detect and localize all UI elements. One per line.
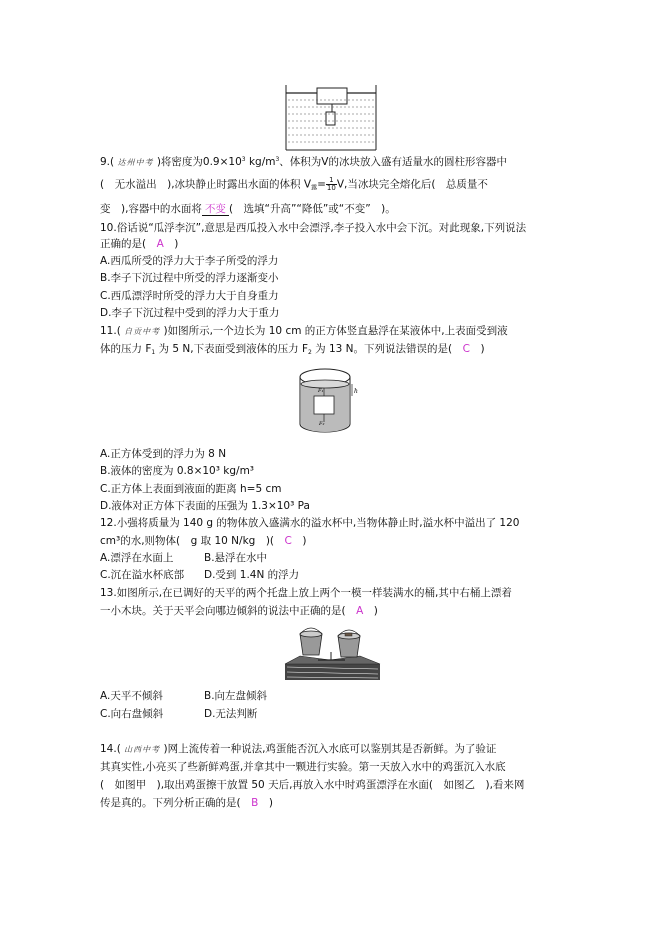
q10-option-d: D.李子下沉过程中受到的浮力大于重力 <box>100 307 280 319</box>
fig-label-f1: F₁ <box>318 388 324 394</box>
figure-cylinder-cube <box>0 362 661 462</box>
q14-line1: 14.( 山西中考 )网上流传着一种说法,鸡蛋能否沉入水底可以鉴别其是否新鲜。为了验证 <box>100 743 497 755</box>
q10-option-c: C.西瓜漂浮时所受的浮力大于自身重力 <box>100 290 279 302</box>
figure-balance-buckets <box>0 622 661 692</box>
q13-option-c: C.向右盘倾斜 <box>100 708 164 720</box>
q10-line2: 正确的是( A ) <box>100 238 179 250</box>
q13-options-row1 <box>100 690 267 703</box>
q12-line2: cm³的水,则物体( g 取 10 N/kg )( C ) <box>100 535 307 547</box>
q12-line1: 12.小强将质量为 140 g 的物体放入盛满水的溢水杯中,当物体静止时,溢水杯中溢出了 120 <box>100 517 520 529</box>
q13-answer: A <box>356 605 364 617</box>
q11-option-b: B.液体的密度为 0.8×10³ kg/m³ <box>100 465 255 477</box>
q9-line3: 变 ),容器中的水面将 不变 ( 选填“升高”“降低”或“不变” )。 <box>100 203 396 215</box>
q12-options-row1 <box>100 552 267 565</box>
figure-container-block <box>0 0 661 160</box>
q13-option-d: D.无法判断 <box>204 708 258 720</box>
q13-option-a: A.天平不倾斜 <box>100 690 163 702</box>
q14-line3: ( 如图甲 ),取出鸡蛋擦干放置 50 天后,再放入水中时鸡蛋漂浮在水面( 如图乙 ),看来网 <box>100 779 525 791</box>
q14-answer: B <box>251 797 259 809</box>
q14-source-tag: 山西中考 <box>124 745 161 754</box>
q12-option-a: A.漂浮在水面上 <box>100 552 174 564</box>
q14-line2: 其真实性,小亮买了些新鲜鸡蛋,并拿其中一颗进行实验。第一天放入水中的鸡蛋沉入水底 <box>100 761 506 773</box>
fig-label-h: h <box>354 388 358 395</box>
q14-line4: 传是真的。下列分析正确的是( B ) <box>100 797 273 809</box>
q12-option-d: D.受到 1.4N 的浮力 <box>204 569 300 581</box>
q13-line2: 一小木块。关于天平会向哪边倾斜的说法中正确的是( A ) <box>100 605 378 617</box>
q13-option-b: B.向左盘倾斜 <box>204 690 268 702</box>
q11-option-a: A.正方体受到的浮力为 8 N <box>100 448 227 460</box>
q11-option-d: D.液体对正方体下表面的压强为 1.3×10³ Pa <box>100 500 310 512</box>
q12-options-row2 <box>100 569 299 582</box>
q11-line1: 11.( 自贡中考 )如图所示,一个边长为 10 cm 的正方体竖直悬浮在某液体中,上表面受到液 <box>100 325 508 337</box>
q13-options-row2 <box>100 708 257 721</box>
q10-answer: A <box>156 238 164 250</box>
q9-fraction: $\frac{1}{10}$ <box>326 176 336 192</box>
q11-line2: 体的压力 $F_1$ 为 5 N,下表面受到液体的压力 $F_2$ 为 13 N。下列说法错误的是( C ) <box>100 343 485 356</box>
q10-option-b: B.李子下沉过程中所受的浮力逐渐变小 <box>100 272 279 284</box>
q10-line1: 10.俗话说“瓜浮李沉”,意思是西瓜投入水中会漂浮,李子投入水中会下沉。对此现象,下列说法 <box>100 222 527 234</box>
q9-line2: ( 无水溢出 ),冰块静止时露出水面的体积 $V_露=$ $\frac{1}{10}$ V,当冰块完全熔化后( 总质量不 <box>100 176 488 192</box>
q12-option-c: C.沉在溢水杯底部 <box>100 569 185 581</box>
q10-option-a: A.西瓜所受的浮力大于李子所受的浮力 <box>100 255 279 267</box>
q9-answer: 不变 <box>202 203 229 216</box>
q9-line1: 9.( 达州中考 )将密度为$0.9\times 10^3$ $kg/m^3$、体积为V的冰块放入盛有适量水的圆柱形容器中 <box>100 156 507 168</box>
q12-answer: C <box>284 535 292 547</box>
q12-option-b: B.悬浮在水中 <box>204 552 268 564</box>
q11-source-tag: 自贡中考 <box>124 327 161 336</box>
q13-line1: 13.如图所示,在已调好的天平的两个托盘上放上两个一模一样装满水的桶,其中右桶上漂着 <box>100 587 512 599</box>
fig-label-f2: F₂ <box>319 421 325 427</box>
q11-answer: C <box>462 343 470 355</box>
q9-source-tag: 达州中考 <box>117 158 154 167</box>
q11-option-c: C.正方体上表面到液面的距离 h=5 cm <box>100 483 282 495</box>
